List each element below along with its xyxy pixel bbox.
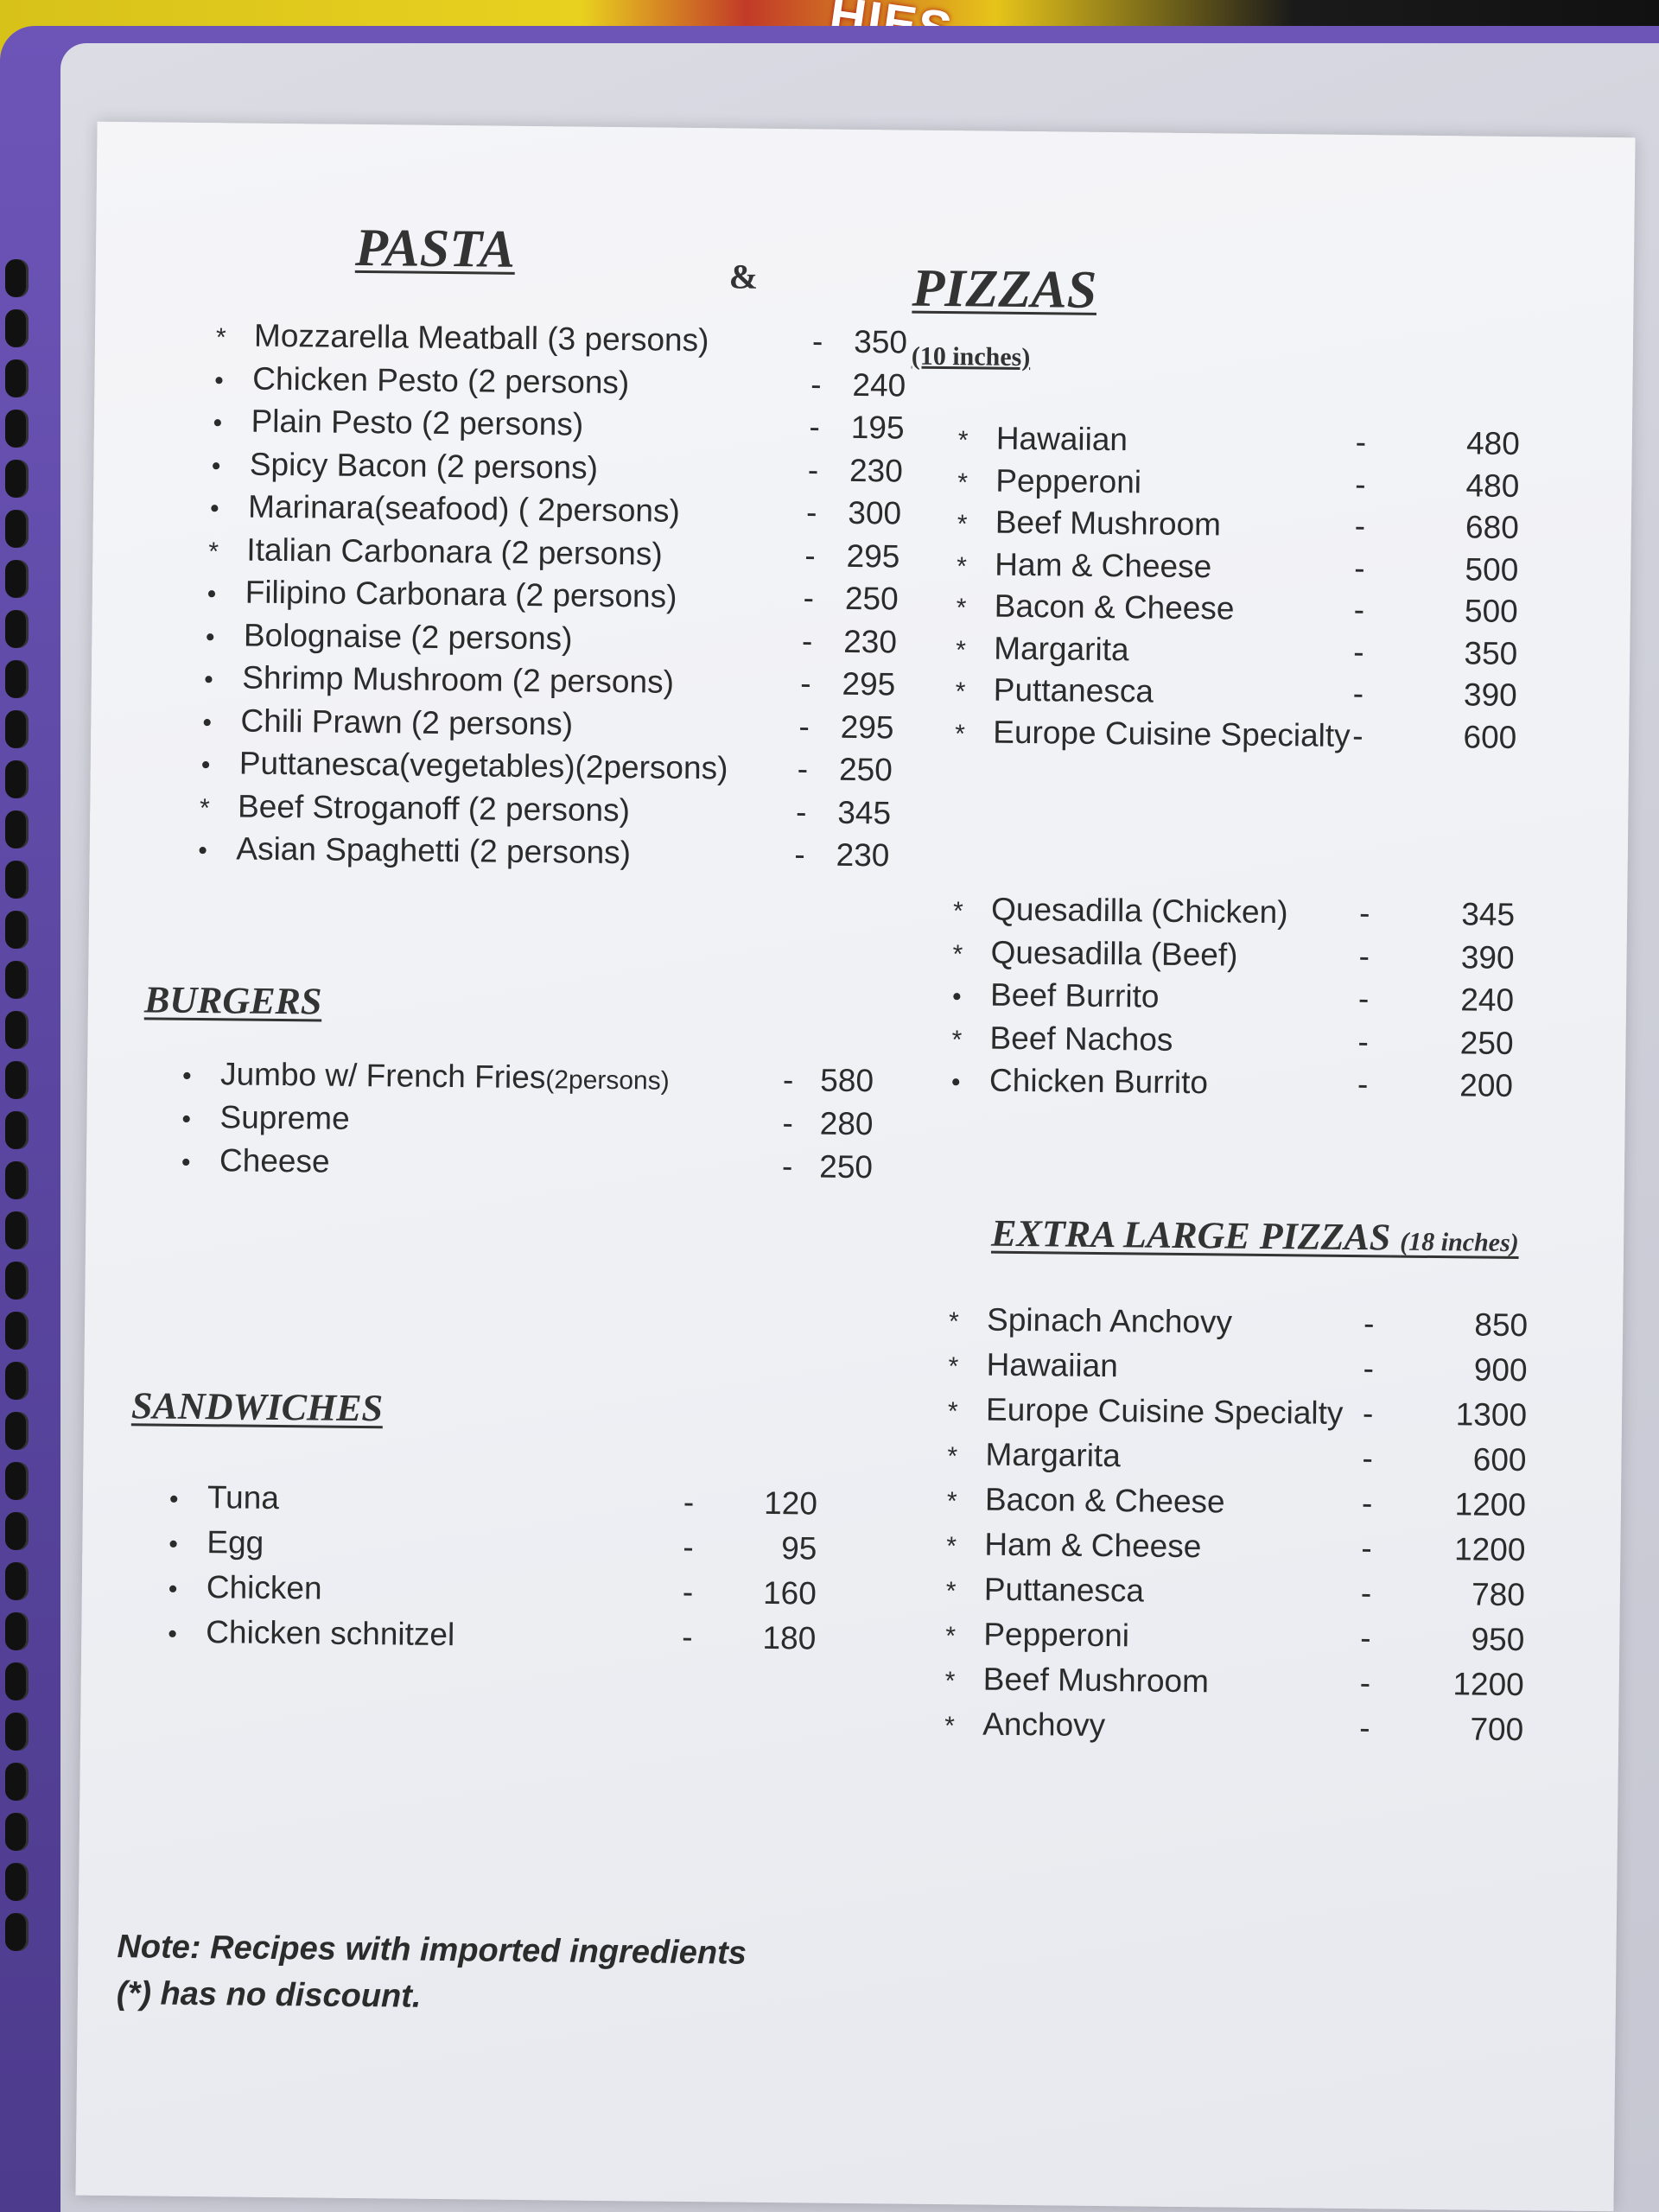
item-dash: - [804, 537, 816, 573]
item-name: Beef Mushroom [995, 504, 1222, 543]
item-marker: * [952, 939, 963, 969]
item-price: 390 [1463, 677, 1517, 713]
note-line-1: Note: Recipes with imported ingredients [117, 1929, 747, 1972]
item-price: 230 [836, 836, 890, 874]
menu-item [957, 546, 1544, 588]
item-dash: - [1353, 592, 1365, 628]
item-marker: • [181, 1147, 191, 1177]
menu-item [168, 1614, 859, 1657]
item-marker: * [951, 1025, 963, 1054]
item-price: 230 [843, 623, 898, 659]
item-marker: • [209, 494, 219, 524]
menu-item [946, 1526, 1577, 1569]
menu-item [181, 1142, 873, 1185]
item-marker: • [204, 665, 213, 695]
menu-item [182, 1056, 874, 1099]
binder-hole [5, 710, 26, 748]
item-marker: * [955, 719, 966, 748]
item-price: 95 [780, 1530, 817, 1567]
item-price: 580 [820, 1062, 874, 1099]
item-name: Beef Stroganoff (2 persons) [237, 787, 631, 828]
item-price: 480 [1465, 467, 1520, 504]
item-price: 700 [1470, 1711, 1524, 1748]
item-name: Spinach Anchovy [986, 1301, 1233, 1340]
item-dash: - [1357, 1023, 1370, 1059]
menu-item [207, 574, 898, 617]
item-dash: - [781, 1148, 793, 1185]
item-dash: - [1360, 1575, 1372, 1611]
menu-item [198, 830, 889, 874]
item-dash: - [683, 1529, 694, 1566]
menu-page [75, 122, 1635, 2212]
item-dash: - [1359, 1710, 1370, 1746]
binder-hole [5, 1863, 26, 1901]
binder-hole [5, 1813, 26, 1851]
item-price: 230 [849, 452, 904, 489]
menu-item [948, 1391, 1579, 1434]
discount-note [117, 1923, 747, 2024]
item-name: Bolognaise (2 persons) [243, 617, 573, 657]
item-dash: - [1355, 424, 1367, 461]
item-dash: - [1354, 508, 1366, 544]
item-name: Puttanesca [993, 671, 1154, 709]
item-dash: - [794, 836, 805, 873]
item-name: Europe Cuisine Specialty [993, 714, 1351, 753]
binder-hole [5, 410, 26, 448]
item-dash: - [810, 365, 822, 403]
item-price: 120 [763, 1484, 818, 1522]
item-marker: * [956, 594, 967, 623]
item-name: Margarita [985, 1436, 1122, 1474]
item-price: 350 [1464, 634, 1518, 671]
binder-hole [5, 1111, 26, 1149]
item-dash: - [1357, 1066, 1369, 1103]
binder-hole [5, 610, 26, 648]
menu-item [958, 420, 1546, 462]
item-name: Margarita [994, 630, 1129, 667]
note-line-2: (*) has no discount. [116, 1975, 422, 2015]
item-marker: * [948, 1352, 959, 1382]
item-price: 280 [819, 1105, 874, 1142]
menu-item [956, 630, 1543, 672]
item-marker: * [944, 1712, 956, 1741]
binder-holes [5, 259, 40, 1987]
item-dash: - [1360, 1620, 1371, 1656]
item-name: Filipino Carbonara (2 persons) [245, 574, 677, 614]
item-price: 160 [762, 1574, 817, 1611]
binder-hole [5, 560, 26, 598]
item-marker: • [181, 1104, 192, 1134]
menu-item [206, 617, 897, 660]
item-dash: - [1361, 1530, 1372, 1567]
item-dash: - [1355, 466, 1366, 502]
item-marker: • [168, 1619, 177, 1649]
item-marker: * [199, 793, 210, 823]
binder-hole [5, 1662, 26, 1700]
item-name: Anchovy [982, 1706, 1106, 1744]
item-name: Supreme [219, 1099, 350, 1136]
item-name: Italian Carbonara (2 persons) [246, 531, 663, 572]
item-marker: * [945, 1577, 957, 1606]
item-dash: - [1363, 1351, 1375, 1387]
item-name: Puttanesca(vegetables)(2persons) [238, 745, 728, 786]
item-price: 200 [1459, 1067, 1514, 1103]
menu-item [213, 403, 904, 446]
item-price: 350 [854, 323, 908, 360]
item-name: Pepperoni [995, 462, 1142, 499]
item-name: Pepperoni [983, 1616, 1130, 1654]
item-name: Beef Mushroom [982, 1661, 1210, 1700]
menu-item [952, 976, 1540, 1019]
binder-hole [5, 1211, 26, 1249]
menu-item [208, 531, 899, 575]
item-name: Chicken Burrito [988, 1062, 1209, 1101]
item-price: 195 [850, 409, 905, 446]
item-price: 1200 [1452, 1666, 1524, 1703]
item-dash: - [1353, 633, 1364, 670]
ampersand: & [728, 257, 759, 296]
item-dash: - [809, 409, 821, 445]
item-dash: - [1352, 676, 1364, 712]
binder-hole [5, 510, 26, 548]
menu-item [957, 504, 1545, 546]
item-price: 295 [846, 537, 900, 574]
item-marker: * [945, 1622, 957, 1651]
item-dash: - [1359, 1665, 1371, 1701]
binder-hole [5, 660, 26, 698]
item-price: 390 [1460, 938, 1515, 976]
item-marker: * [957, 467, 969, 497]
item-price: 1200 [1454, 1486, 1527, 1523]
menu-item [181, 1099, 873, 1142]
menu-item [204, 659, 895, 702]
menu-item [945, 1616, 1576, 1659]
binder-hole [5, 1612, 26, 1650]
item-price: 240 [1460, 982, 1515, 1018]
item-name: Chicken [206, 1569, 322, 1606]
item-dash: - [803, 580, 815, 616]
item-dash: - [1358, 938, 1370, 974]
item-name: Europe Cuisine Specialty [985, 1391, 1344, 1431]
item-marker: * [952, 897, 963, 926]
item-marker: • [168, 1529, 179, 1559]
item-marker: • [198, 836, 208, 866]
item-name: Beef Burrito [989, 976, 1160, 1014]
menu-item [953, 891, 1541, 933]
item-dash: - [800, 665, 811, 702]
menu-item [169, 1479, 861, 1522]
binder-hole [5, 1362, 26, 1400]
binder-hole [5, 911, 26, 949]
binder-hole [5, 460, 26, 498]
item-marker: * [946, 1487, 957, 1516]
menu-item [945, 1661, 1576, 1704]
binder-hole [5, 810, 26, 849]
item-dash: - [1357, 981, 1370, 1017]
menu-item [212, 446, 903, 489]
item-price: 900 [1473, 1351, 1528, 1389]
binder-hole [5, 1412, 26, 1450]
item-marker: • [213, 409, 223, 438]
sandwiches-heading: SANDWICHES [130, 1384, 384, 1430]
item-price: 480 [1465, 425, 1521, 462]
item-marker: • [951, 982, 962, 1012]
binder-hole [5, 1512, 26, 1550]
item-name: Hawaiian [995, 420, 1128, 458]
item-price: 850 [1474, 1306, 1529, 1344]
burgers-heading: BURGERS [143, 978, 322, 1023]
item-marker: • [214, 365, 224, 395]
binder-hole [5, 1312, 26, 1350]
item-price: 500 [1465, 550, 1519, 588]
item-marker: * [947, 1442, 958, 1471]
menu-item [957, 588, 1544, 630]
item-name: Quesadilla (Beef) [990, 934, 1238, 973]
item-marker: • [168, 1574, 178, 1604]
binder-hole [5, 1061, 26, 1099]
menu-item [948, 1346, 1579, 1389]
item-name: Chicken schnitzel [206, 1614, 455, 1653]
item-marker: * [208, 537, 219, 566]
item-marker: • [207, 580, 217, 609]
menu-item [951, 1020, 1539, 1062]
item-marker: • [200, 751, 211, 780]
menu-item [202, 702, 893, 746]
item-marker: • [202, 708, 213, 737]
menu-item [200, 788, 891, 831]
binder-hole [5, 309, 26, 347]
item-price: 250 [838, 751, 893, 788]
binder-hole [5, 961, 26, 999]
binder-hole [5, 861, 26, 899]
item-dash: - [798, 708, 810, 744]
item-price: 295 [842, 665, 896, 702]
binder-hole [5, 1262, 26, 1300]
item-price: 295 [840, 709, 894, 745]
item-name: Egg [207, 1524, 264, 1560]
binder-hole [5, 1713, 26, 1751]
binder-hole [5, 1913, 26, 1951]
item-name: Asian Spaghetti (2 persons) [236, 830, 632, 871]
item-dash: - [795, 793, 807, 830]
binder-hole [5, 359, 26, 397]
item-name: Tuna [207, 1479, 280, 1516]
item-marker: • [211, 451, 221, 480]
item-name: Spicy Bacon (2 persons) [249, 446, 599, 486]
item-marker: * [946, 1532, 957, 1561]
item-name: Shrimp Mushroom (2 persons) [242, 659, 675, 700]
item-name: Bacon & Cheese [984, 1481, 1225, 1520]
item-price: 345 [1461, 896, 1516, 932]
item-name: Chicken Pesto (2 persons) [252, 360, 630, 400]
item-price: 500 [1464, 593, 1518, 629]
item-name-note: (2persons) [545, 1065, 670, 1096]
item-dash: - [782, 1062, 794, 1098]
item-dash: - [1354, 550, 1365, 586]
item-dash: - [683, 1484, 695, 1521]
item-marker: * [944, 1667, 956, 1696]
item-name: Bacon & Cheese [994, 588, 1235, 626]
item-dash: - [797, 751, 809, 787]
item-marker: * [947, 1397, 958, 1427]
item-dash: - [1362, 1440, 1374, 1477]
item-name: Hawaiian [986, 1346, 1119, 1384]
item-name: Cheese [219, 1142, 330, 1179]
item-marker: * [948, 1307, 959, 1337]
item-price: 950 [1471, 1621, 1525, 1658]
menu-item [216, 317, 907, 360]
item-price: 1200 [1453, 1531, 1526, 1568]
item-marker: * [215, 323, 226, 353]
item-price: 250 [819, 1148, 874, 1185]
item-name: Quesadilla (Chicken) [990, 891, 1288, 931]
menu-item [951, 1062, 1539, 1104]
item-price: 1300 [1455, 1396, 1528, 1433]
menu-item [214, 360, 906, 404]
binder-hole [5, 1562, 26, 1600]
pizzas-size: (10 inches) [911, 341, 1031, 372]
pizzas-heading: PIZZAS [912, 258, 1097, 320]
item-dash: - [1352, 717, 1363, 753]
xl-pizzas-title: EXTRA LARGE PIZZAS [990, 1211, 1391, 1259]
xl-pizzas-size: (18 inches) [1400, 1227, 1519, 1258]
item-price: 600 [1472, 1441, 1527, 1478]
item-name: Ham & Cheese [984, 1526, 1202, 1565]
binder-hole [5, 259, 26, 297]
item-name: Chili Prawn (2 persons) [240, 702, 574, 742]
xl-pizzas-heading [991, 1211, 1519, 1261]
item-price: 345 [837, 794, 892, 830]
menu-item [168, 1569, 860, 1612]
item-dash: - [805, 494, 817, 531]
binder-hole [5, 1462, 26, 1500]
item-price: 680 [1465, 509, 1520, 545]
item-marker: * [957, 510, 968, 539]
item-name: Marinara(seafood) ( 2persons) [247, 488, 681, 529]
item-name: Beef Nachos [989, 1020, 1173, 1058]
item-marker: * [955, 677, 966, 707]
binder-hole [5, 760, 26, 798]
menu-item [956, 671, 1543, 714]
binder-hole [5, 1763, 26, 1801]
menu-item [944, 1706, 1575, 1749]
item-price: 250 [1459, 1024, 1514, 1061]
binder-hole [5, 1011, 26, 1049]
menu-item [952, 934, 1540, 976]
item-price: 780 [1471, 1576, 1526, 1613]
item-name: Ham & Cheese [995, 546, 1212, 584]
item-marker: • [181, 1061, 192, 1090]
item-marker: * [956, 635, 967, 664]
item-name: Plain Pesto (2 persons) [251, 403, 584, 442]
item-price: 180 [762, 1619, 817, 1656]
item-price: 250 [844, 580, 899, 617]
item-dash: - [1358, 895, 1370, 931]
item-dash: - [1363, 1306, 1375, 1342]
menu-item [949, 1301, 1580, 1344]
menu-item [955, 714, 1542, 756]
item-name: Mozzarella Meatball (3 persons) [253, 317, 709, 359]
item-dash: - [1361, 1485, 1373, 1522]
item-marker: • [205, 622, 215, 652]
menu-item [201, 745, 893, 788]
item-marker: • [168, 1484, 179, 1514]
item-name: Jumbo w/ French Fries(2persons) [219, 1056, 670, 1096]
menu-item [168, 1524, 860, 1567]
item-price: 600 [1463, 718, 1517, 755]
item-marker: * [957, 551, 968, 581]
item-name: Puttanesca [983, 1571, 1145, 1609]
item-dash: - [682, 1618, 693, 1656]
item-dash: - [682, 1573, 694, 1611]
menu-item [947, 1481, 1578, 1524]
item-dash: - [811, 323, 823, 359]
menu-item [957, 462, 1545, 505]
item-marker: • [950, 1068, 961, 1097]
pasta-heading: PASTA [354, 218, 516, 279]
menu-item [210, 488, 901, 531]
binder-hole [5, 1161, 26, 1199]
menu-item [947, 1436, 1578, 1479]
item-dash: - [807, 451, 819, 488]
menu-item [946, 1571, 1577, 1614]
item-dash: - [801, 622, 813, 658]
item-dash: - [1362, 1395, 1374, 1432]
item-price: 300 [848, 494, 902, 531]
item-price: 240 [852, 366, 906, 404]
item-dash: - [782, 1105, 794, 1141]
item-marker: * [957, 426, 969, 455]
